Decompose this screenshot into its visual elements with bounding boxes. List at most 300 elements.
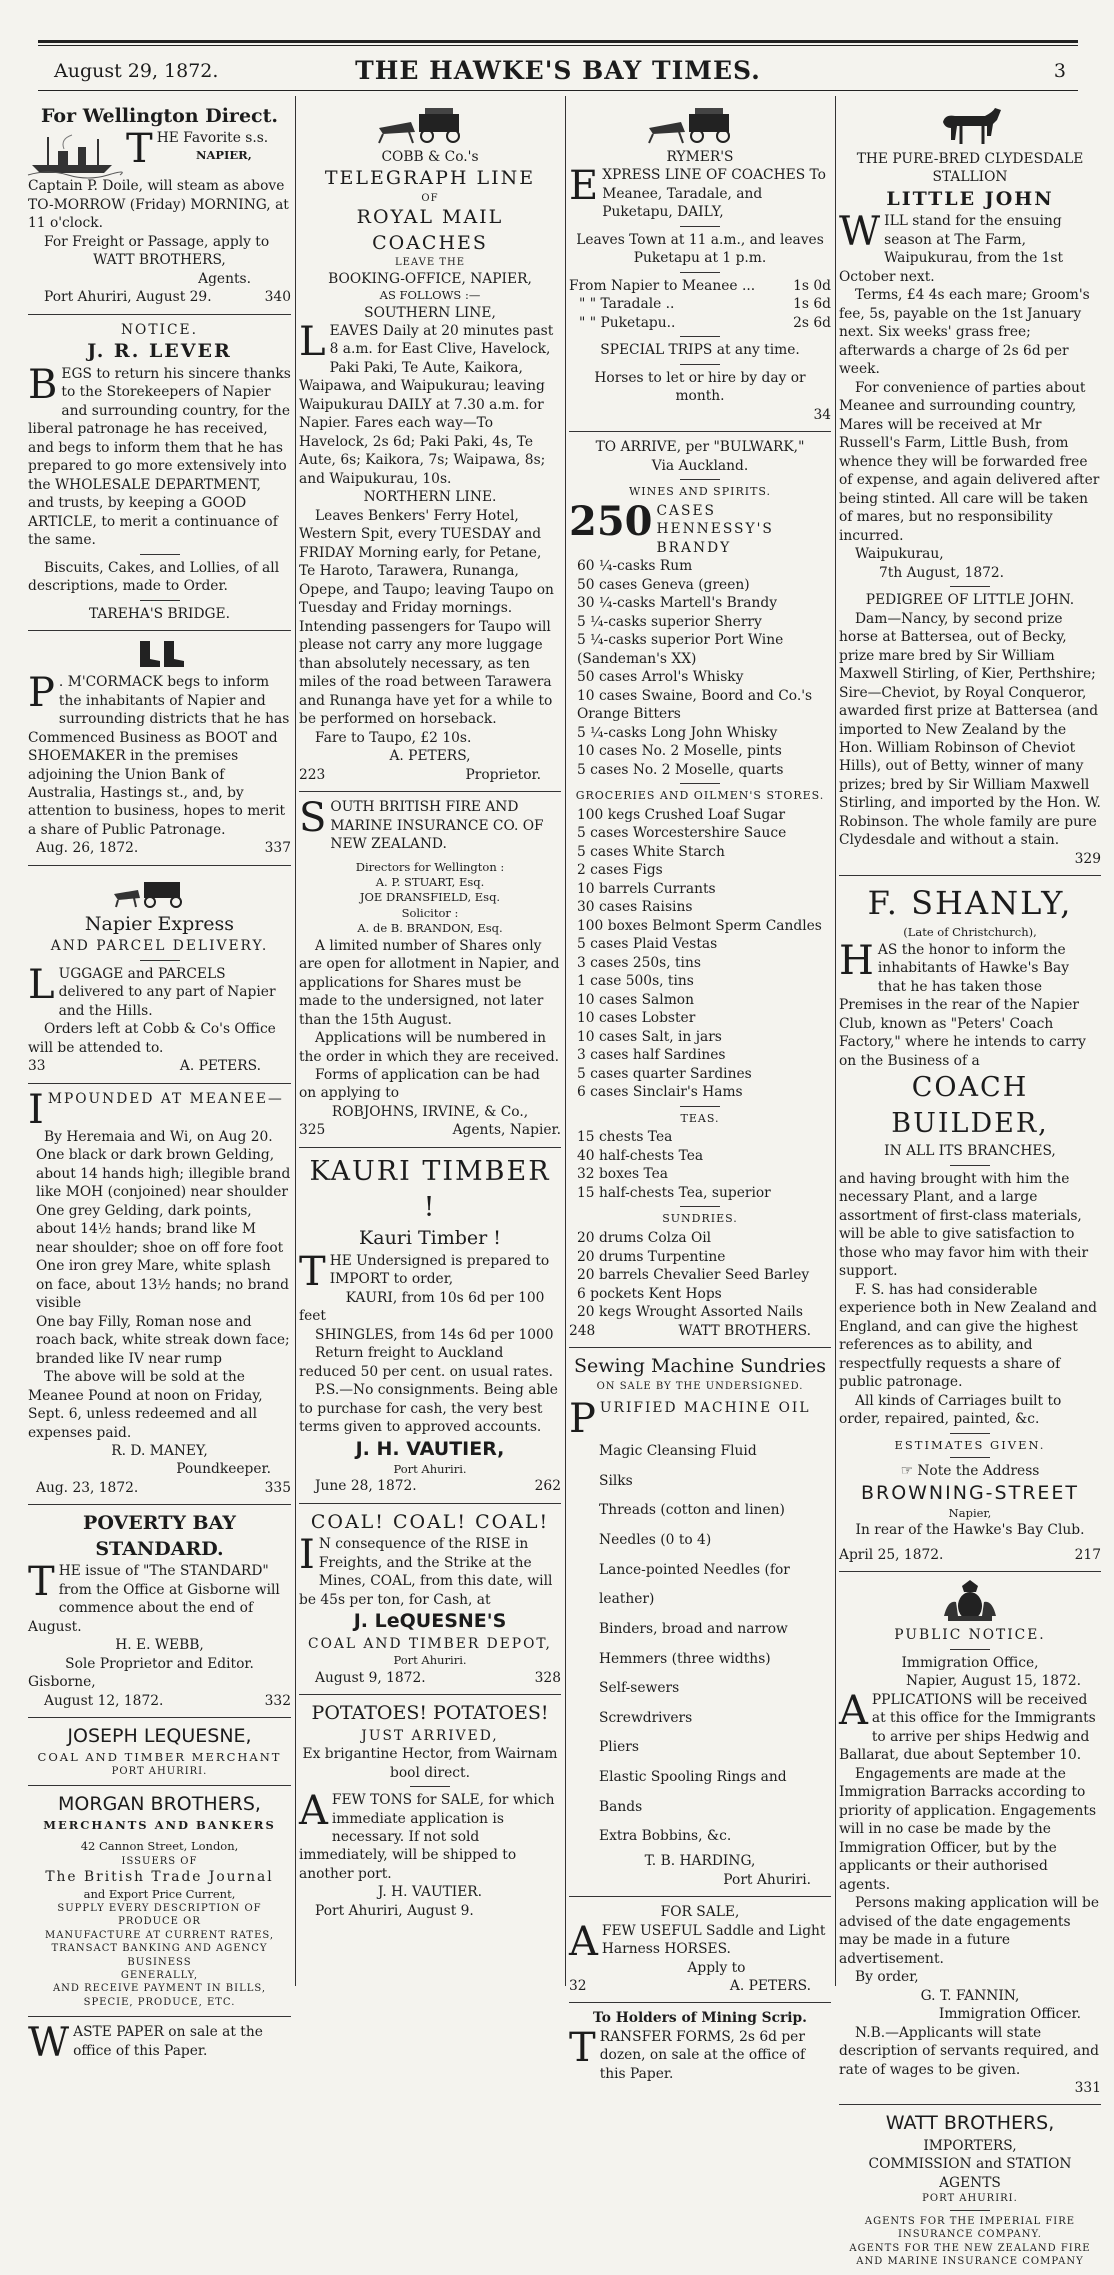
ad-lequesne-card <box>28 1718 291 1786</box>
signer-name: H. E. WEBB, <box>115 1637 204 1654</box>
drop-cap: A <box>299 1788 328 1835</box>
drop-cap: A <box>569 1918 598 1965</box>
ad-date: Napier, August 15, 1872. <box>906 1673 1081 1690</box>
list-item: 10 cases No. 2 Moselle, pints <box>577 743 782 760</box>
list-item: Extra Bobbins, &c. <box>599 1828 732 1845</box>
price-line: KAURI, from 10s 6d per 100 feet <box>299 1289 545 1325</box>
list-item: 2 cases Figs <box>577 862 663 879</box>
ad-body: Terms, £4 4s each mare; Groom's fee, 5s, payable on the 1st January next. Six weeks' grass free; afterwards a charge of 2s 6d per week. <box>839 287 1090 378</box>
list-item: 6 pockets Kent Hops <box>577 1285 722 1302</box>
company-name: COBB & Co.'s <box>381 149 479 165</box>
ad-number: 34 <box>813 406 831 423</box>
signer-role: Agents, Napier. <box>452 1122 561 1139</box>
divider <box>140 600 180 601</box>
list-item: 6 cases Sinclair's Hams <box>577 1084 743 1101</box>
drop-cap: I <box>28 1086 44 1133</box>
divider <box>140 960 180 961</box>
list-item: 1 case 500s, tins <box>577 973 694 990</box>
list-item: 100 kegs Crushed Loaf Sugar <box>577 807 786 823</box>
boot-icon <box>134 639 186 669</box>
list-item: 100 boxes Belmont Sperm Candles <box>577 917 822 934</box>
divider <box>680 479 720 480</box>
divider <box>680 1206 720 1207</box>
ad-heading: Sewing Machine Sundries <box>573 1355 827 1378</box>
ad-text: SUPPLY EVERY DESCRIPTION OF PRODUCE OR <box>57 1903 262 1928</box>
list-item: 10 barrels Currants <box>577 880 716 897</box>
ad-horses-for-sale <box>569 1897 831 2003</box>
signer-role: Immigration Officer. <box>938 2006 1081 2023</box>
divider <box>950 2210 990 2211</box>
ad-text: For Freight or Passage, apply to <box>44 233 270 250</box>
advertiser-name: J. R. LEVER <box>87 340 232 363</box>
list-item: One black or dark brown Gelding, about 14 hands high; illegible brand like MOH (conjoined) near shoulder <box>36 1147 291 1201</box>
ad-subheading: IN ALL ITS BRANCHES, <box>884 1143 1056 1160</box>
ad-body: ASTE PAPER on sale at the office of this Paper. <box>73 2024 263 2059</box>
ad-body: ILL stand for the ensuing season at The Farm, Waipukurau, from the 1st October next. <box>839 213 1064 285</box>
ad-number: 248 <box>569 1322 596 1339</box>
ad-text: HE Favorite s.s. <box>156 130 269 147</box>
ad-body: Captain P. Doile, will steam as above TO-MORROW (Friday) MORNING, at 11 o'clock. <box>28 178 289 232</box>
ad-heading: For Wellington Direct. <box>40 105 278 127</box>
list-item: 3 cases half Sardines <box>577 1047 726 1064</box>
signer-role: Sole Proprietor and Editor. <box>65 1655 254 1672</box>
ad-text: Return freight to Auckland reduced 50 per cent. on usual rates. <box>299 1345 554 1380</box>
advertiser-trade: COAL AND TIMBER DEPOT, <box>308 1635 552 1652</box>
list-item: Binders, broad and narrow <box>599 1620 788 1637</box>
fare-price: 2s 6d <box>793 314 831 331</box>
ad-body: Leaves Benkers' Ferry Hotel, Western Spit, every TUESDAY and FRIDAY Morning early, for Petane, Te Haroto, Tarawera, Runanga, Opepe, and Taupo; leaving Taupo on Tuesday and Friday mornings. Intending passengers for Taupo will please not carry any more luggage than absolutely necessary, as ten miles of the road between Tarawera and Runanga have yet for a while to be performed on horseback. <box>299 507 554 728</box>
list-item: 30 cases Raisins <box>577 899 693 916</box>
divider <box>410 1786 450 1787</box>
ad-body: FEW TONS for SALE, for which immediate application is necessary. If not sold immediately, will be shipped to another port. <box>299 1792 555 1882</box>
ad-cobb-coaches <box>299 98 561 792</box>
agent-role: Agents. <box>198 270 251 287</box>
advertiser-name: A. PETERS. <box>729 1978 811 1994</box>
ad-date: Port Ahuriri, August 29. <box>44 289 212 306</box>
list-item: Self-sewers <box>599 1680 680 1697</box>
fare-row <box>569 314 831 332</box>
section-heading: PEDIGREE OF LITTLE JOHN. <box>865 592 1075 609</box>
advertiser-name: JOSEPH LEQUESNE, <box>67 1725 252 1748</box>
section-heading: SUNDRIES. <box>662 1212 738 1226</box>
list-item: Hemmers (three widths) <box>599 1650 771 1667</box>
ad-date: Aug. 23, 1872. <box>36 1479 139 1496</box>
ad-potatoes <box>299 1695 561 1927</box>
signer-name: T. B. HARDING, <box>644 1853 756 1870</box>
ad-body: EGS to return his sincere thanks to the Storekeepers of Napier and surrounding country, for the liberal patronage he has received, and begs to inform them that he has prepared to go more extensively into the WHOLESALE DEPARTMENT, and trusts, by keeping a GOOD ARTICLE, to merit a continuance of the same. <box>28 365 291 549</box>
divider <box>680 272 720 273</box>
list-item: One grey Gelding, dark points, about 14½ hands; brand like M near shoulder; shoe on off fore foot <box>36 1202 284 1256</box>
ad-body: N consequence of the RISE in Freights, and the Strike at the Mines, COAL, from this date, will be 45s per ton, for Cash, at <box>299 1536 553 1608</box>
ad-waste-paper <box>28 2017 291 2067</box>
list-item: 15 half-chests Tea, superior <box>577 1184 771 1201</box>
impounded-list <box>28 1146 291 1368</box>
ad-subheading: ON SALE BY THE UNDERSIGNED. <box>596 1380 804 1392</box>
line-name: ROYAL MAIL COACHES <box>356 206 504 254</box>
price-line: SHINGLES, from 14s 6d per 1000 <box>315 1326 554 1343</box>
ad-heading: FOR SALE, <box>660 1904 740 1921</box>
ad-body: HE Undersigned is prepared to IMPORT to order, <box>329 1252 550 1288</box>
drop-cap: T <box>299 1248 326 1295</box>
coach-icon <box>645 106 755 144</box>
ad-date: April 25, 1872. <box>839 1546 944 1563</box>
steamship-icon <box>28 131 120 177</box>
ad-body: A limited number of Shares only are open for allotment in Napier, and applications for Shares must be made to the undersigned, not later than the 15th August. <box>299 937 560 1028</box>
ad-place: Immigration Office, <box>901 1654 1039 1671</box>
list-item: 10 cases Lobster <box>577 1010 696 1027</box>
company-name: RYMER'S <box>666 149 734 165</box>
drop-cap: T <box>28 1559 55 1606</box>
director-name: JOE DRANSFIELD, Esq. <box>359 890 501 905</box>
ad-number: 262 <box>534 1478 561 1495</box>
ad-number: 329 <box>1074 850 1101 867</box>
list-item: 5 cases White Starch <box>577 843 725 860</box>
ad-text: Horses to let or hire by day or month. <box>594 369 806 405</box>
ad-number: 337 <box>264 840 291 857</box>
ad-body: UGGAGE and PARCELS delivered to any part of Napier and the Hills. <box>58 965 276 1019</box>
ad-date: June 28, 1872. <box>315 1478 417 1495</box>
drop-cap: S <box>299 795 327 842</box>
ad-impounded <box>28 1084 291 1506</box>
fare-route: From Napier to Meanee ... <box>569 277 756 294</box>
ad-heading: MPOUNDED AT MEANEE— <box>47 1090 284 1107</box>
column-1 <box>28 98 291 2067</box>
advertiser-name: WATT BROTHERS. <box>678 1322 811 1339</box>
fare-route: " " Puketapu.. <box>579 314 676 331</box>
ad-heading: To Holders of Mining Scrip. <box>593 2010 807 2027</box>
ad-wellington-steamer <box>28 98 291 315</box>
ad-body: Dam—Nancy, by second prize horse at Battersea, out of Becky, prize mare bred by Sir William Maxwell Stirling, of Kier, Perthshire; Sire—Cheviot, by Royal Conqueror, awarded first prize at Battersea (and imported to New Zealand by the Hon. William Robinson of Cheviot Hills), out of Betty, winner of many prizes; bred by Sir William Maxwell Stirling, and imported by the Hon. W. Robinson. The whole family are pure Clydesdale and without a stain. <box>839 610 1101 849</box>
ad-public-notice <box>839 1572 1101 2105</box>
column-3 <box>569 98 831 2082</box>
ad-place: Port Ahuriri. <box>393 1462 467 1477</box>
list-item: 15 chests Tea <box>577 1129 673 1146</box>
ad-number: 33 <box>28 1058 46 1075</box>
ad-address: TAREHA'S BRIDGE. <box>88 605 230 622</box>
ad-little-john <box>839 98 1101 876</box>
director-name: A. P. STUART, Esq. <box>375 874 485 889</box>
section-heading: WINES AND SPIRITS. <box>628 485 772 499</box>
fare-price: 1s 0d <box>793 277 831 294</box>
divider <box>950 586 990 587</box>
advertiser-trade: COMMISSION and STATION AGENTS <box>868 2156 1072 2191</box>
fare-row <box>569 277 831 295</box>
ad-text: AND RECEIVE PAYMENT IN BILLS, <box>52 1983 267 1995</box>
advertiser-trade: IMPORTERS, <box>923 2137 1017 2154</box>
drop-cap: T <box>126 126 153 173</box>
ad-body: . M'CORMACK begs to inform the inhabitants of Napier and surrounding districts that he has Commenced Business as BOOT and SHOEMAKER in the premises adjoining the Union Bank of Australia, Hastings st., and, by attention to business, hopes to merit a share of Public Patronage. <box>28 674 290 838</box>
list-item: 10 cases Salmon <box>577 991 694 1008</box>
ad-text: By Heremaia and Wi, on Aug 20. <box>44 1128 273 1145</box>
signer-role: Poundkeeper. <box>176 1461 271 1478</box>
list-item: 30 ¼-casks Martell's Brandy <box>577 595 778 612</box>
column-rule <box>835 96 836 1986</box>
drop-cap: W <box>28 2020 70 2067</box>
journal-name: The British Trade Journal <box>45 1869 274 1886</box>
ad-number: 328 <box>534 1669 561 1686</box>
ad-body: PPLICATIONS will be received at this office for the Immigrants to arrive per ships Hedwig and Ballarat, due about September 10. <box>839 1691 1096 1764</box>
drop-cap: W <box>839 209 881 256</box>
ad-address: BROWNING-STREET <box>860 1481 1080 1504</box>
signer-name: J. H. VAUTIER. <box>377 1884 483 1901</box>
signer-name: R. D. MANEY, <box>111 1443 208 1459</box>
list-item: One bay Filly, Roman nose and roach back, white streak down face; branded like IV near rump <box>36 1313 290 1367</box>
ad-text: Solicitor : <box>401 905 459 920</box>
featured-item: CASES HENNESSY'S BRANDY <box>656 503 774 556</box>
quantity: 250 <box>569 498 653 545</box>
ad-body: FEW USEFUL Saddle and Light Harness HORSES. <box>601 1922 826 1958</box>
ad-date: August 12, 1872. <box>44 1692 164 1709</box>
drop-cap: E <box>569 163 599 210</box>
section-heading: ESTIMATES GIVEN. <box>894 1437 1046 1452</box>
ad-body: F. S. has had considerable experience both in New Zealand and England, and can give the highest references as to ability, and respectfully requests a share of public patronage. <box>839 1281 1098 1391</box>
list-item: 3 cases 250s, tins <box>577 954 701 971</box>
sewing-list <box>569 1437 831 1852</box>
ad-text: AGENTS FOR THE NEW ZEALAND FIRE AND MARINE INSURANCE COMPANY <box>849 2242 1091 2267</box>
section-heading: TEAS. <box>680 1111 720 1125</box>
ad-subtitle: AND PARCEL DELIVERY. <box>50 938 269 955</box>
list-item: Lance-pointed Needles (for leather) <box>599 1561 790 1608</box>
ad-body: RANSFER FORMS, 2s 6d per dozen, on sale at the office of this Paper. <box>599 2028 806 2082</box>
ad-number: 335 <box>264 1479 291 1496</box>
divider <box>950 1433 990 1434</box>
list-item: Threads (cotton and linen) <box>599 1502 785 1519</box>
ad-rymer-coaches <box>569 98 831 432</box>
list-item: 10 cases Swaine, Boord and Co.'s Orange Bitters <box>577 687 813 723</box>
ad-body: For convenience of parties about Meanee and surrounding country, Mares will be received at Mr Russell's Farm, Little Bush, from whence they will be forwarded free of expense, and again delivered after being stinted. All care will be taken of mares, but no responsibility incurred. <box>839 379 1100 544</box>
ad-body: Engagements are made at the Immigration Barracks according to priority of application. Engagements will in no case be made by the Immigration Officer, but by the applicants or their authorised agents. <box>839 1765 1097 1893</box>
ad-text: Orders left at Cobb & Co's Office will be attended to. <box>28 1021 276 1056</box>
drop-cap: L <box>28 961 55 1008</box>
ad-subheading: Kauri Timber ! <box>359 1227 501 1250</box>
ad-heading: TO ARRIVE, per "BULWARK," <box>595 439 805 456</box>
list-item: Needles (0 to 4) <box>599 1531 712 1548</box>
ad-kauri-timber <box>299 1148 561 1504</box>
masthead <box>38 54 1078 88</box>
solicitor-name: A. de B. BRANDON, Esq. <box>357 921 503 936</box>
ad-text: Biscuits, Cakes, and Lollies, of all descriptions, made to Order. <box>28 559 280 595</box>
issue-date: August 29, 1872. <box>54 60 219 82</box>
ad-place: PORT AHURIRI. <box>111 1766 208 1778</box>
divider <box>680 336 720 337</box>
list-item: 40 half-chests Tea <box>577 1147 704 1164</box>
column-rule <box>295 96 296 1986</box>
divider <box>950 1649 990 1650</box>
ad-place: PORT AHURIRI. <box>922 2193 1018 2205</box>
ad-text: In rear of the Hawke's Bay Club. <box>855 1522 1085 1539</box>
fare-price: 1s 6d <box>793 296 831 313</box>
advertiser-name: F. SHANLY, <box>867 884 1073 923</box>
divider <box>680 1106 720 1107</box>
advertiser-name: WATT BROTHERS, <box>885 2112 1055 2135</box>
advertiser-trade: COACH BUILDER, <box>891 1072 1049 1140</box>
ad-number: 331 <box>1074 2080 1101 2096</box>
ad-date: 7th August, 1872. <box>879 564 1005 581</box>
ad-date: Aug. 26, 1872. <box>36 840 139 857</box>
ad-place: Napier, <box>948 1506 992 1520</box>
ad-subheading: (Late of Christchurch), <box>903 925 1037 940</box>
ad-body: Applications will be numbered in the order in which they are received. <box>299 1030 560 1065</box>
advertiser-name: J. H. VAUTIER, <box>355 1437 505 1460</box>
ad-subheading: JUST ARRIVED, <box>361 1727 499 1744</box>
tea-list <box>569 1128 831 1202</box>
fare-row <box>569 295 831 313</box>
column-2 <box>299 98 561 1986</box>
ad-napier-express <box>28 866 291 1084</box>
ad-text: ☞ Note the Address <box>900 1463 1040 1480</box>
divider <box>950 1457 990 1458</box>
list-item: 50 cases Geneva (green) <box>577 576 750 593</box>
ad-text: TRANSACT BANKING AND AGENCY BUSINESS <box>51 1943 268 1968</box>
drop-cap: P <box>28 670 55 717</box>
agent-name: WATT BROTHERS, <box>93 252 226 269</box>
ad-number: 223 <box>299 766 326 783</box>
ad-text: Ex brigantine Hector, from Wairnam bool direct. <box>302 1746 558 1781</box>
divider <box>950 1165 990 1166</box>
ad-place: Gisborne, <box>28 1674 96 1691</box>
ad-place: Port Ahuriri. <box>723 1871 811 1888</box>
column-rule <box>565 96 566 1986</box>
line-name: TELEGRAPH LINE <box>324 167 536 190</box>
advertiser-name: J. LeQUESNE'S <box>353 1610 507 1633</box>
ad-subheading: Via Auckland. <box>651 457 749 474</box>
ad-morgan-brothers <box>28 1786 291 2017</box>
list-item: 50 cases Arrol's Whisky <box>577 669 744 686</box>
divider <box>140 554 180 555</box>
signer-name: A. PETERS, <box>389 748 471 765</box>
list-item: 20 drums Turpentine <box>577 1248 726 1265</box>
ad-body: XPRESS LINE OF COACHES To Meanee, Taradale, and Puketapu, DAILY, <box>602 167 826 221</box>
journal-subtitle: and Export Price Current, <box>83 1886 236 1901</box>
ad-poverty-bay <box>28 1505 291 1718</box>
list-item: 60 ¼-casks Rum <box>577 558 693 575</box>
ad-text: MANUFACTURE AT CURRENT RATES, <box>44 1929 275 1941</box>
advertiser-trade: MERCHANTS AND BANKERS <box>43 1817 276 1832</box>
list-item: 20 barrels Chevalier Seed Barley <box>577 1267 810 1284</box>
ad-text: By order, <box>855 1969 919 1986</box>
ad-text: Directors for Wellington : <box>355 859 505 874</box>
drop-cap: P <box>569 1395 596 1442</box>
list-item: One iron grey Mare, white splash on face, about 13½ hands; no brand visible <box>36 1258 289 1312</box>
featured-item: URIFIED MACHINE OIL <box>599 1399 811 1416</box>
masthead-top-rule-thin <box>38 45 1078 46</box>
ad-text: ISSUERS OF <box>121 1855 198 1867</box>
ad-mccormack <box>28 631 291 866</box>
horse-icon <box>935 106 1005 146</box>
ad-text: Apply to <box>687 1959 746 1976</box>
ad-number: 332 <box>264 1692 291 1709</box>
office-name: BOOKING-OFFICE, NAPIER, <box>328 270 532 287</box>
ad-text: GENERALLY, <box>120 1969 199 1981</box>
royal-crest-icon <box>940 1580 1000 1622</box>
notice-heading: NOTICE. <box>120 321 199 338</box>
list-item: 5 cases No. 2 Moselle, quarts <box>577 761 784 778</box>
fare-route: " " Taradale .. <box>579 296 675 313</box>
ad-number: 32 <box>569 1978 587 1994</box>
ad-watt-brothers <box>839 2105 1101 2275</box>
divider <box>680 783 720 784</box>
list-item: 5 cases Worcestershire Sauce <box>577 825 787 842</box>
ad-text: Leaves Town at 11 a.m., and leaves Puketapu at 1 p.m. <box>576 231 824 267</box>
masthead-bottom-rule <box>38 90 1078 91</box>
firm-name: ROBJOHNS, IRVINE, & Co., <box>331 1103 529 1120</box>
ad-heading: KAURI TIMBER ! <box>309 1155 551 1224</box>
stallion-name: LITTLE JOHN <box>886 187 1054 210</box>
grocery-list <box>569 806 831 1102</box>
ad-number: 340 <box>264 289 291 306</box>
coach-icon <box>110 874 210 908</box>
list-item: 5 ¼-casks superior Sherry <box>577 613 762 630</box>
ad-mining-scrip <box>569 2003 831 2090</box>
coach-icon <box>375 106 485 144</box>
ad-heading: POTATOES! POTATOES! <box>311 1702 549 1725</box>
list-item: Elastic Spooling Rings and Bands <box>599 1769 787 1815</box>
ad-body: AS the honor to inform the inhabitants of Hawke's Bay that he has taken those Premises in the rear of the Napier Club, known as "Peters' Coach Factory," where he intends to carry on the Business of a <box>839 941 1086 1069</box>
list-item: 5 ¼-casks superior Port Wine (Sandeman's XX) <box>577 632 784 667</box>
list-item: 20 kegs Wrought Assorted Nails <box>577 1304 803 1321</box>
drop-cap: B <box>28 361 58 408</box>
ad-text: OF <box>421 192 439 204</box>
ad-number: 217 <box>1074 1546 1101 1563</box>
list-item: 20 drums Colza Oil <box>577 1230 712 1247</box>
masthead-top-rule <box>38 40 1078 43</box>
ad-body: EAVES Daily at 20 minutes past 8 a.m. for East Clive, Havelock, Paki Paki, Te Aute, Kaikora, Waipawa, and Waipukurau; leaving Waipukurau DAILY at 7.30 a.m. for Napier. Fares each way—To Havelock, 2s 6d; Paki Paki, 4s, Te Aute, 6s; Kaikora, 7s; Waipawa, 8s; and Waipukurau, 10s. <box>299 323 554 487</box>
ad-south-british-insurance <box>299 792 561 1148</box>
list-item: 5 cases Plaid Vestas <box>577 936 718 953</box>
ad-body: Forms of application can be had on applying to <box>299 1066 540 1102</box>
list-item: 5 ¼-casks Long John Whisky <box>577 724 778 741</box>
advertiser-trade: COAL AND TIMBER MERCHANT <box>37 1749 282 1764</box>
ad-body: All kinds of Carriages built to order, repaired, painted, &c. <box>839 1392 1062 1428</box>
ad-text: Fare to Taupo, £2 10s. <box>315 729 472 746</box>
list-item: Screwdrivers <box>599 1709 693 1726</box>
ad-heading: STALLION <box>932 169 1008 186</box>
ad-text: N.B.—Applicants will state description of servants required, and rate of wages to be given. <box>839 2024 1099 2078</box>
ad-body: Persons making application will be advised of the date engagements may be made in a future advertisement. <box>839 1895 1099 1967</box>
advertiser-name: MORGAN BROTHERS, <box>58 1793 261 1816</box>
ad-sewing-machine <box>569 1348 831 1897</box>
ad-heading: THE PURE-BRED CLYDESDALE <box>856 151 1084 167</box>
ad-heading: PUBLIC NOTICE. <box>894 1627 1046 1644</box>
list-item: 5 cases quarter Sardines <box>577 1065 752 1082</box>
drop-cap: H <box>839 937 874 984</box>
ad-title: Napier Express <box>84 912 235 935</box>
ad-text: P.S.—No consignments. Being able to purchase for cash, the very best terms given to approved accounts. <box>299 1382 558 1436</box>
drop-cap: L <box>299 319 326 365</box>
sundries-list <box>569 1229 831 1321</box>
drop-cap: A <box>839 1687 868 1734</box>
ad-body: HE issue of "The STANDARD" from the Office at Gisborne will commence about the end of August. <box>28 1563 280 1635</box>
ad-text: AS FOLLOWS :— <box>379 288 481 303</box>
wine-list <box>569 557 831 779</box>
signer-name: G. T. FANNIN, <box>920 1987 1020 2004</box>
section-heading: SOUTHERN LINE, <box>364 304 496 321</box>
ad-body: and having brought with him the necessary Plant, and a large assortment of first-class materials, will be able to give satisfaction to those who may favor him with their support. <box>839 1170 1089 1280</box>
ad-address: 42 Cannon Street, London, <box>80 1839 239 1854</box>
ad-text: LEAVE THE <box>394 257 466 269</box>
ad-place: Port Ahuriri. <box>393 1653 467 1668</box>
section-heading: NORTHERN LINE. <box>363 489 497 506</box>
divider <box>680 364 720 365</box>
ad-heading: COAL! COAL! COAL! <box>310 1510 550 1533</box>
page-number: 3 <box>1053 60 1066 82</box>
section-heading: GROCERIES AND OILMEN'S STORES. <box>575 789 825 803</box>
advertiser-name: A. PETERS. <box>179 1058 261 1075</box>
divider <box>680 226 720 227</box>
column-4 <box>839 98 1101 2267</box>
ad-heading: POVERTY BAY STANDARD. <box>83 1512 236 1560</box>
ad-lever <box>28 315 291 631</box>
